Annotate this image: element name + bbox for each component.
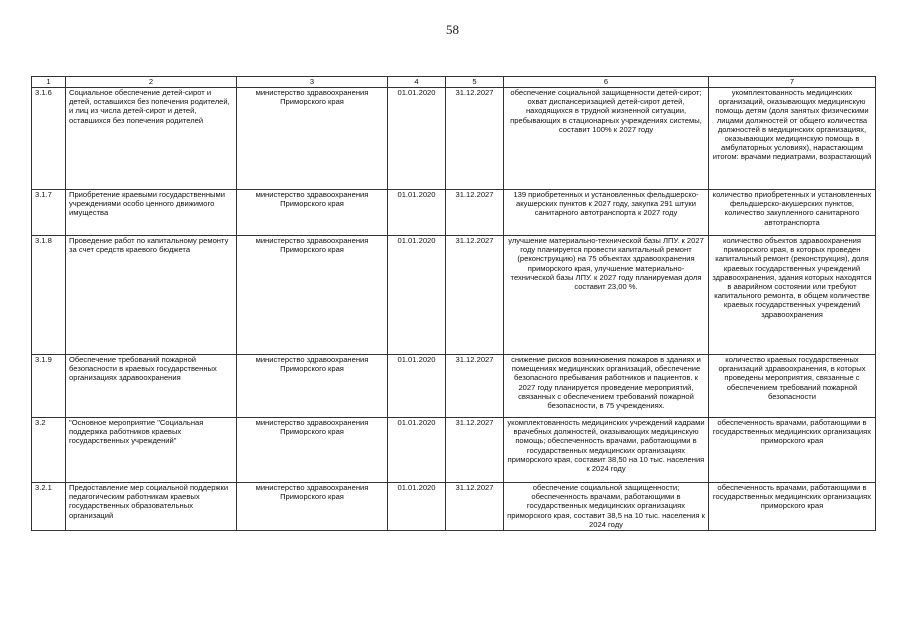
start-date: 01.01.2020 — [388, 355, 446, 418]
end-date: 31.12.2027 — [446, 190, 504, 236]
executor: министерство здравоохранения Приморского края — [237, 236, 388, 355]
executor: министерство здравоохранения Приморского края — [237, 418, 388, 483]
indicator: количество краевых государственных организаций здравоохранения, в которых проведены мероприятия, связанные с обеспечением требований пожарной безопасности — [709, 355, 876, 418]
row-number: 3.2 — [32, 418, 66, 483]
table-row — [32, 190, 876, 236]
indicator: количество приобретенных и установленных фельдшерско-акушерских пунктов, количество закупленного санитарного автотранспорта — [709, 190, 876, 236]
row-number: 3.1.8 — [32, 236, 66, 355]
table-row — [32, 236, 876, 355]
expected-result: 139 приобретенных и установленных фельдшерско-акушерских пунктов к 2027 году, закупка 291 штуки санитарного автотранспорта к 2027 году — [504, 190, 709, 236]
row-number: 3.2.1 — [32, 483, 66, 531]
column-header: 3 — [237, 77, 388, 88]
row-number: 3.1.6 — [32, 88, 66, 190]
expected-result: обеспечение социальной защищенности; обеспеченность врачами, работающими в государственных медицинских организациях приморского края, составит 38,5 на 10 тыс. населения к 2024 году — [504, 483, 709, 531]
expected-result: улучшение материально-технической базы ЛПУ. к 2027 году планируется провести капитальный ремонт (реконструкцию) на 75 объектах здравоохранения приморского края, улучшение материально-технической базы ЛПУ. к 2027 году планируемая доля составит 23,00 %. — [504, 236, 709, 355]
column-header: 4 — [388, 77, 446, 88]
executor: министерство здравоохранения Приморского края — [237, 88, 388, 190]
expected-result: укомплектованность медицинских учреждений кадрами врачебных должностей, оказывающих медицинскую помощь; обеспеченность врачами, работающими в государственных медицинских организациях приморского края, составит 38,50 на 10 тыс. населения к 2024 году — [504, 418, 709, 483]
table-row — [32, 418, 876, 483]
measure-name: Проведение работ по капитальному ремонту за счет средств краевого бюджета — [66, 236, 237, 355]
column-header: 7 — [709, 77, 876, 88]
column-header: 2 — [66, 77, 237, 88]
executor: министерство здравоохранения Приморского края — [237, 190, 388, 236]
end-date: 31.12.2027 — [446, 355, 504, 418]
header-row — [32, 77, 876, 88]
end-date: 31.12.2027 — [446, 88, 504, 190]
indicator: обеспеченность врачами, работающими в государственных медицинских организациях приморского края — [709, 483, 876, 531]
end-date: 31.12.2027 — [446, 236, 504, 355]
indicator: укомплектованность медицинских организаций, оказывающих медицинскую помощь детям (доля занятых физическими лицами должностей от общего количества должностей в медицинских организациях, оказывающих медицинскую помощь в амбулаторных условиях), нарастающим итогом: врачами педиатрами, возрастающий — [709, 88, 876, 190]
expected-result: снижение рисков возникновения пожаров в зданиях и помещениях медицинских организаций, обеспечение безопасного пребывания работников и пациентов. к 2027 году планируется проведение мероприятий, связанных с обеспечением требований пожарной безопасности, в 75 учреждениях. — [504, 355, 709, 418]
column-header: 1 — [32, 77, 66, 88]
measure-name: Приобретение краевыми государственными учреждениями особо ценного движимого имущества — [66, 190, 237, 236]
executor: министерство здравоохранения Приморского края — [237, 355, 388, 418]
column-header: 5 — [446, 77, 504, 88]
row-number: 3.1.9 — [32, 355, 66, 418]
table-row — [32, 355, 876, 418]
measure-name: Предоставление мер социальной поддержки педагогическим работникам краевых государственных образовательных организаций — [66, 483, 237, 531]
table-row — [32, 483, 876, 531]
measures-table — [31, 76, 876, 531]
measure-name: Социальное обеспечение детей-сирот и детей, оставшихся без попечения родителей, и лиц из числа детей-сирот и детей, оставшихся без попечения родителей — [66, 88, 237, 190]
end-date: 31.12.2027 — [446, 418, 504, 483]
indicator: количество объектов здравоохранения приморского края, в которых проведен капитальный ремонт (реконструкция), доля краевых государственных учреждений здравоохранения, здания которых находятся в аварийном состоянии или требуют капитального ремонта, в общем количестве краевых государственных учреждений здравоохранения — [709, 236, 876, 355]
measure-name: "Основное мероприятие "Социальная поддержка работников краевых государственных учреждений" — [66, 418, 237, 483]
measure-name: Обеспечение требований пожарной безопасности в краевых государственных организациях здравоохранения — [66, 355, 237, 418]
start-date: 01.01.2020 — [388, 88, 446, 190]
expected-result: обеспечение социальной защищенности детей-сирот; охват диспансеризацией детей-сирот детей, находящихся в трудной жизненной ситуации, пребывающих в стационарных учреждениях системы, составит 100% к 2027 году — [504, 88, 709, 190]
page-number: 58 — [446, 22, 459, 37]
indicator: обеспеченность врачами, работающими в государственных медицинских организациях приморского края — [709, 418, 876, 483]
executor: министерство здравоохранения Приморского края — [237, 483, 388, 531]
column-header: 6 — [504, 77, 709, 88]
table-row — [32, 88, 876, 190]
start-date: 01.01.2020 — [388, 418, 446, 483]
end-date: 31.12.2027 — [446, 483, 504, 531]
start-date: 01.01.2020 — [388, 483, 446, 531]
start-date: 01.01.2020 — [388, 236, 446, 355]
row-number: 3.1.7 — [32, 190, 66, 236]
start-date: 01.01.2020 — [388, 190, 446, 236]
